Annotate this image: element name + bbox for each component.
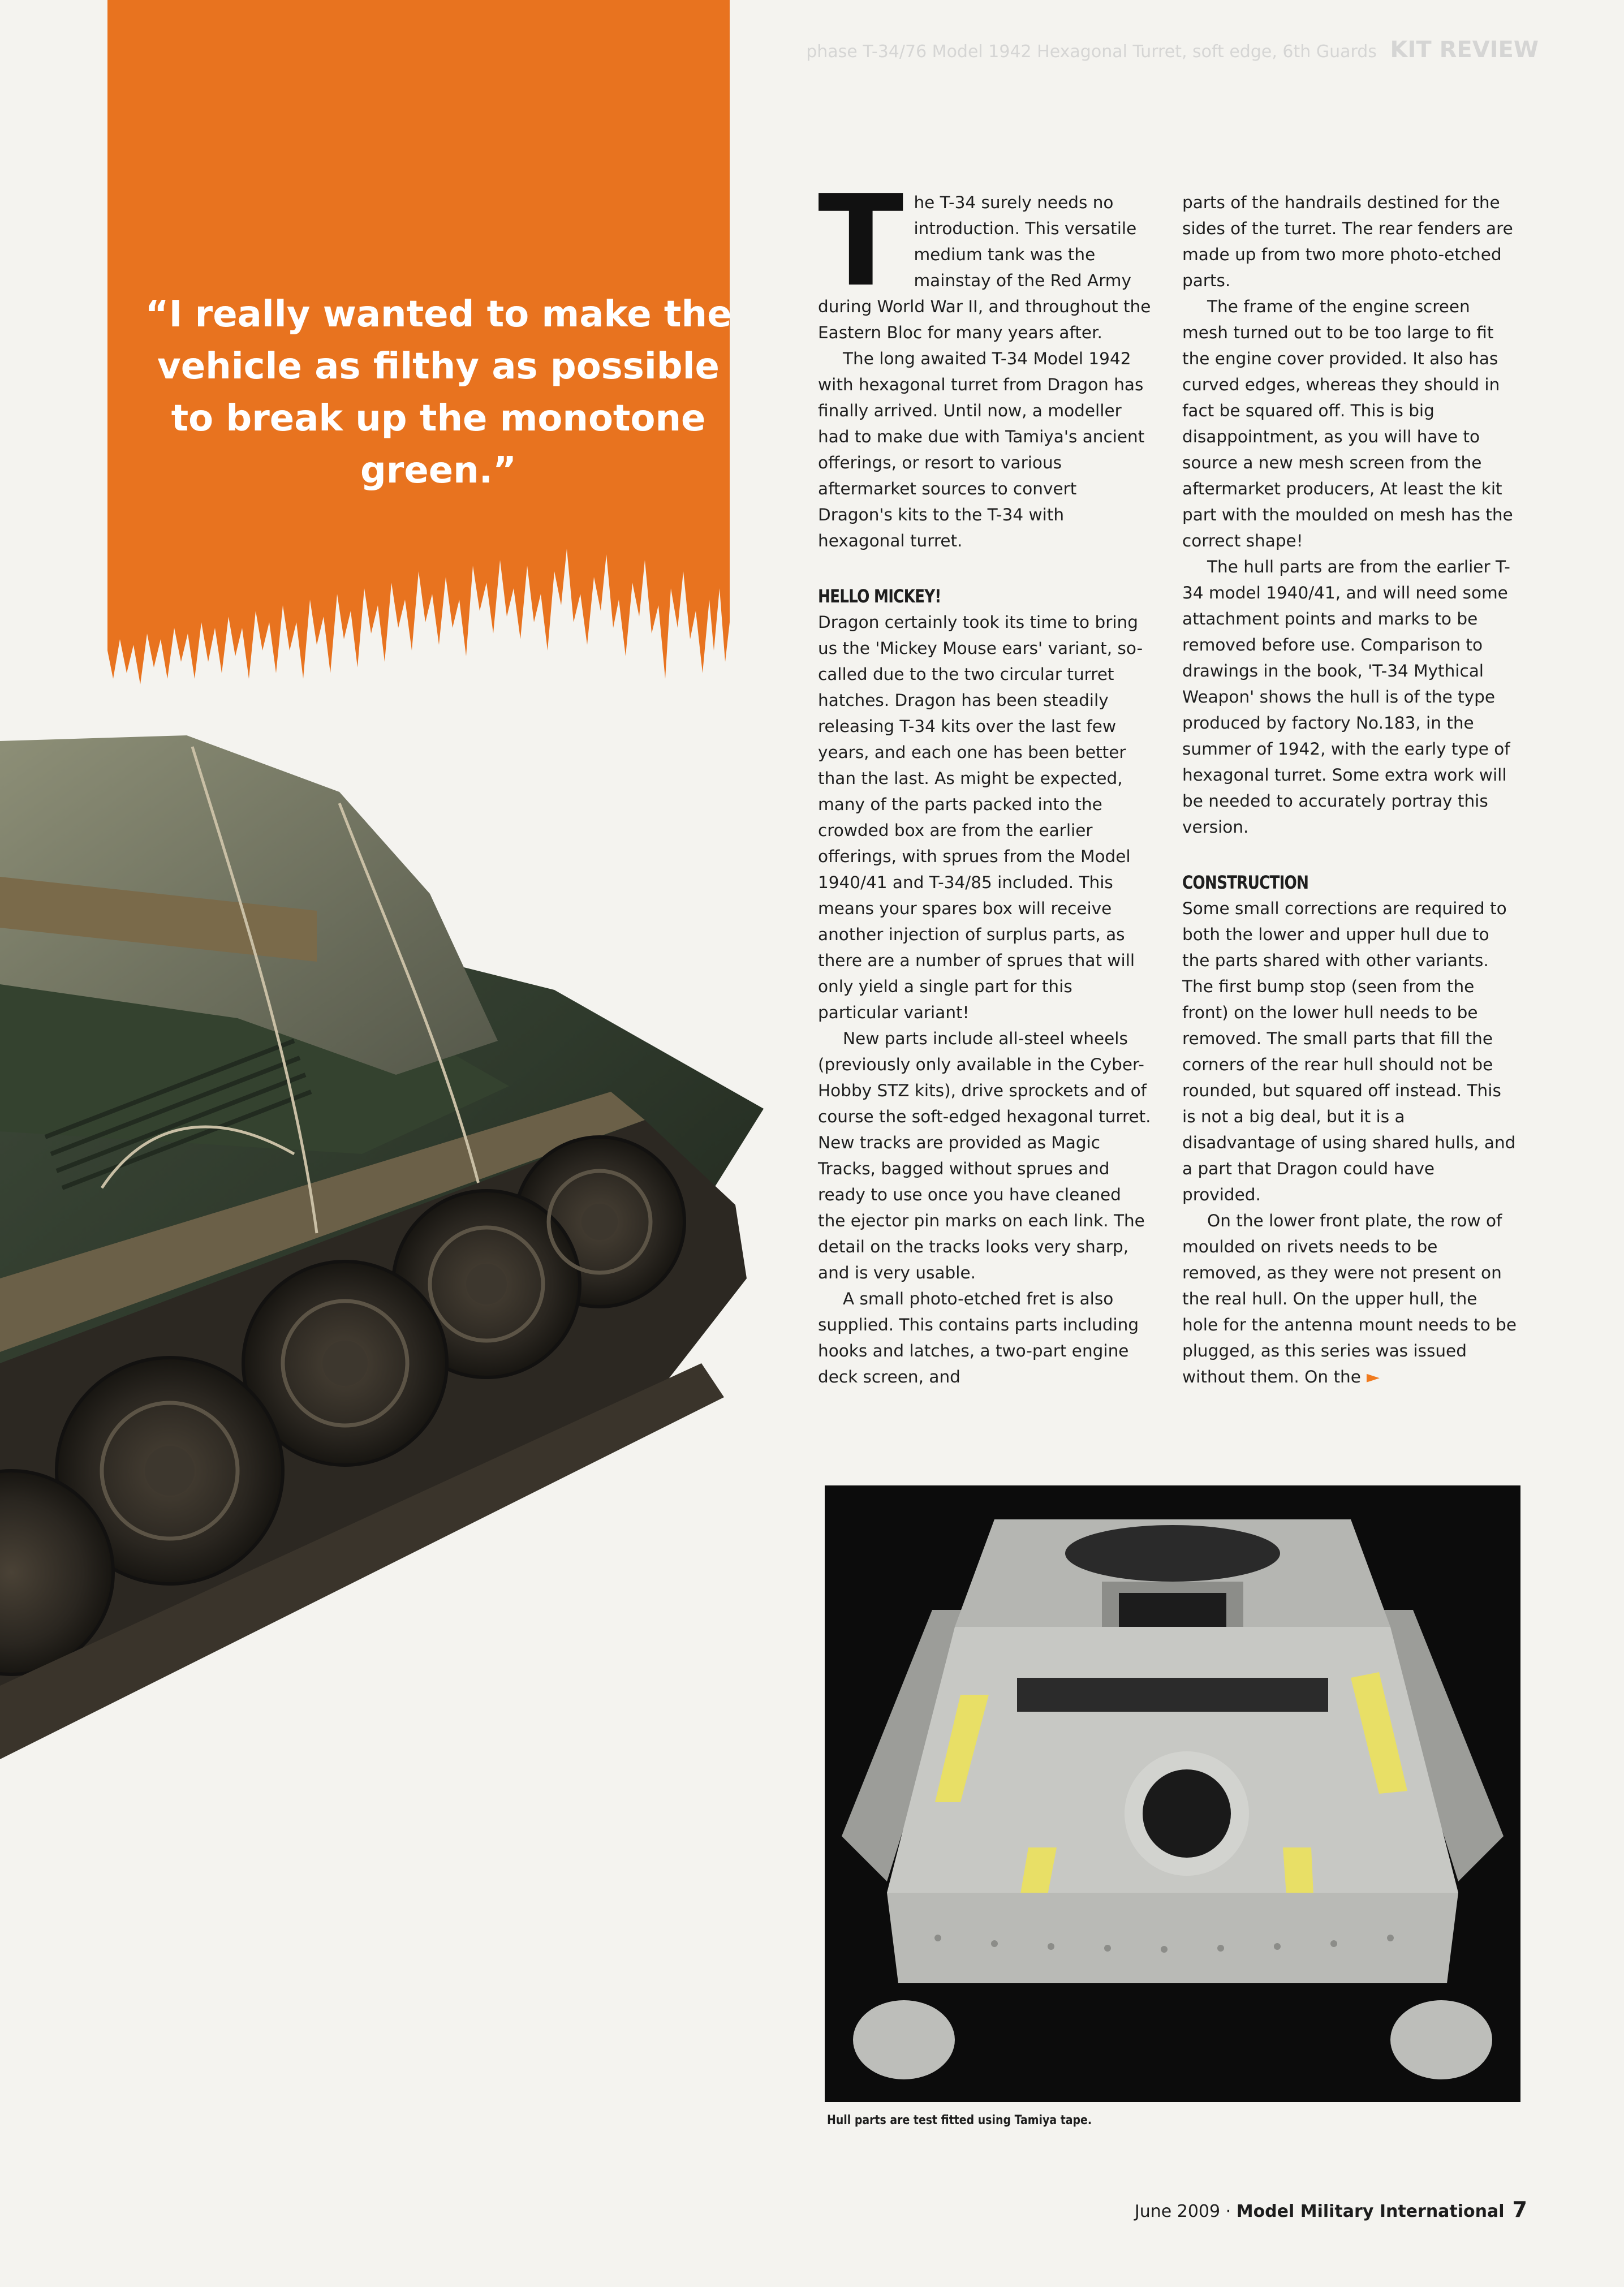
paragraph: parts of the handrails destined for the sides of the turret. The rear fenders are made up from two more photo-etched parts. [1182,193,1513,290]
paragraph: he T-34 surely needs no introduction. This versatile medium tank was the mainstay of the Red Army during World War II, and throughout the Eastern Bloc for many years after. [818,193,1151,342]
paragraph: The hull parts are from the earlier T-34 model 1940/41, and will need some attachment points and marks to be removed before use. Comparison to drawings in the book, 'T-34 Mythical Weapon' shows the hull is of the type produced by factory No.183, in the summer of 1942, with the early type of hexagonal turret. Some extra work will be needed to accurately portray this version. [1182,557,1510,837]
hull-parts-photo [825,1485,1520,2102]
pull-quote-text: “I really wanted to make the vehicle as filthy as possible to break up the monotone green.” [145,294,732,492]
subheading: CONSTRUCTION [1182,872,1309,893]
article-column-2 [1182,189,1517,1390]
drop-cap: T [818,169,904,315]
paragraph: Dragon certainly took its time to bring us the 'Mickey Mouse ears' variant, so-called due to the two circular turret hatches. Dragon has been steadily releasing T-34 kits over the last few years, and each one has been better than the last. As might be expected, many of the parts packed into the crowded box are from the earlier offerings, with sprues from the Model 1940/41 and T-34/85 included. This means your spares box will receive another injection of surplus parts, as there are a number of sprues that will only yield a single part for this particular variant! [818,613,1143,1022]
paragraph-text: On the lower front plate, the row of moulded on rivets needs to be removed, as they were not present on the real hull. On the upper hull, the hole for the antenna mount needs to be plugged, as this series was issued without them. On the [1182,1211,1517,1386]
magazine-title: Model Military International [1236,2202,1505,2221]
section-tag: KIT REVIEW [1390,37,1539,63]
paragraph [1182,1208,1517,1390]
subheading: HELLO MICKEY! [818,585,941,607]
paragraph: A small photo-etched fret is also supplied. This contains parts including hooks and latches, a two-part engine deck screen, and [818,1289,1139,1386]
page-footer [1126,2197,1527,2222]
running-header [730,27,1539,72]
photo-caption: Hull parts are test fitted using Tamiya tape. [827,2113,1092,2127]
article-column-1 [818,169,1153,1390]
tank-model-photo [0,724,792,1929]
issue-date: June 2009 · [1134,2202,1237,2221]
running-header-text: phase T-34/76 Model 1942 Hexagonal Turret, soft edge, 6th Guards [806,42,1377,62]
paragraph: The frame of the engine screen mesh turned out to be too large to fit the engine cover provided. It also has curved edges, whereas they should in fact be squared off. This is big disappointment, as you will have to source a new mesh screen from the aftermarket producers, At least the kit part with the moulded on mesh has the correct shape! [1182,297,1513,550]
continue-arrow-icon: ► [1366,1367,1380,1387]
paragraph: The long awaited T-34 Model 1942 with hexagonal turret from Dragon has finally arrived. Until now, a modeller had to make due with Tamiya's ancient offerings, or resort to various aftermarket sources to convert Dragon's kits to the T-34 with hexagonal turret. [818,349,1145,550]
paragraph: New parts include all-steel wheels (previously only available in the Cyber-Hobby STZ kits), drive sprockets and of course the soft-edged hexagonal turret. New tracks are provided as Magic Tracks, bagged without sprues and ready to use once you have cleaned the ejector pin marks on each link. The detail on the tracks looks very sharp, and is very usable. [818,1029,1151,1282]
page-number: 7 [1512,2197,1527,2222]
paragraph: Some small corrections are required to both the lower and upper hull due to the parts shared with other variants. The first bump stop (seen from the front) on the lower hull needs to be removed. The small parts that fill the corners of the rear hull should not be rounded, but squared off instead. This is not a big deal, but it is a disadvantage of using shared hulls, and a part that Dragon could have provided. [1182,899,1516,1204]
